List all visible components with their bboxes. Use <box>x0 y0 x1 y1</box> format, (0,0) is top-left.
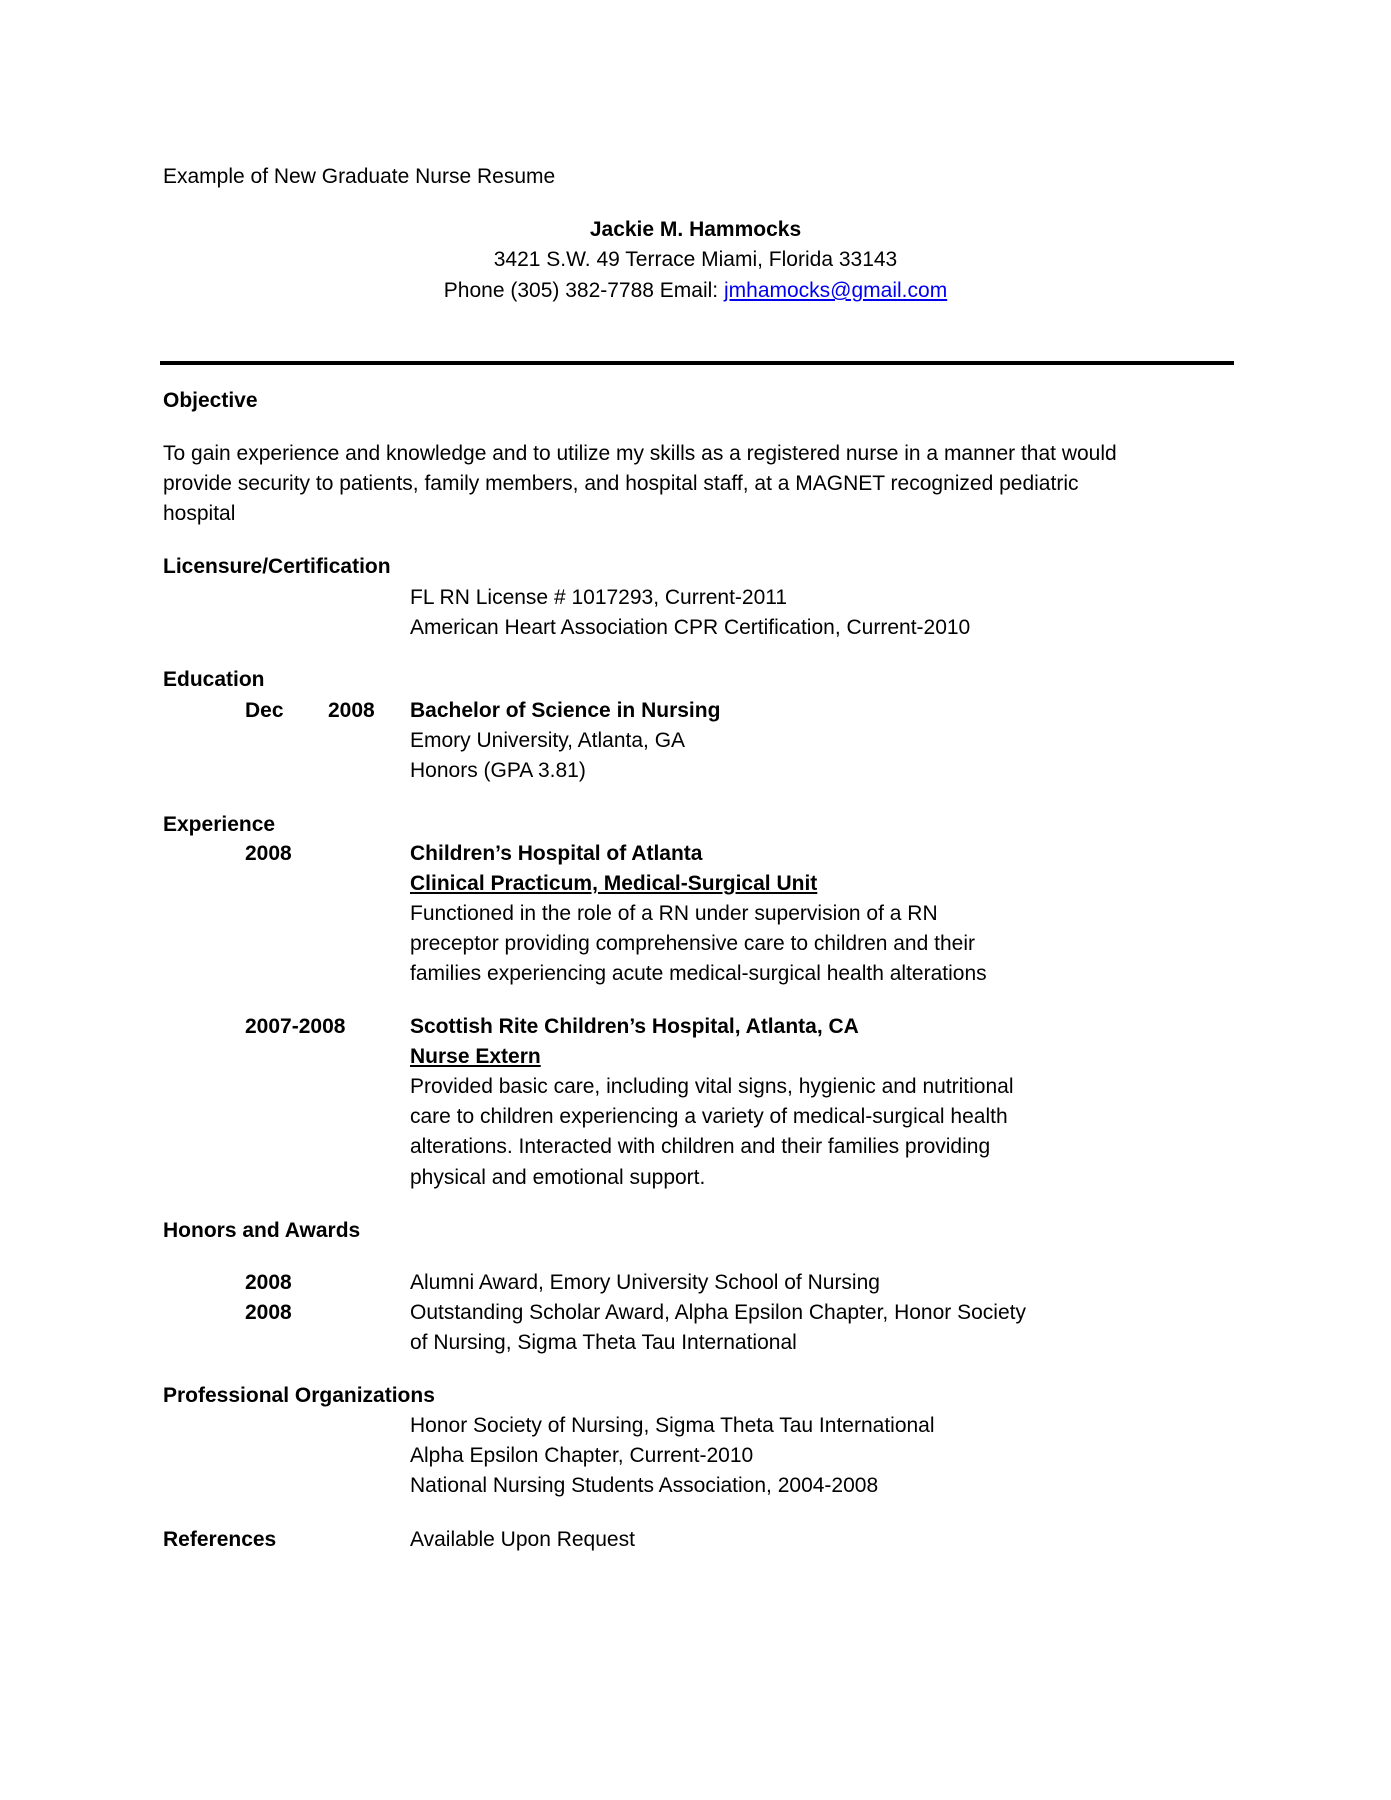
job-desc-line: preceptor providing comprehensive care to children and their <box>410 932 975 955</box>
organization-item: Honor Society of Nursing, Sigma Theta Tau International <box>410 1414 935 1437</box>
organization-item: National Nursing Students Association, 2004-2008 <box>410 1474 879 1497</box>
email-link[interactable]: jmhamocks@gmail.com <box>723 279 948 302</box>
award-year: 2008 <box>245 1301 292 1324</box>
education-month: Dec <box>245 699 284 722</box>
contact-line <box>0 276 1391 306</box>
objective-heading: Objective <box>163 389 258 412</box>
job-dates: 2008 <box>245 842 292 865</box>
candidate-name: Jackie M. Hammocks <box>589 218 802 241</box>
job-employer: Scottish Rite Children’s Hospital, Atlanta, CA <box>410 1015 859 1038</box>
licensure-heading: Licensure/Certification <box>163 555 391 578</box>
references-value: Available Upon Request <box>410 1528 635 1551</box>
award-line: Alumni Award, Emory University School of Nursing <box>410 1271 880 1294</box>
references-heading: References <box>163 1528 277 1551</box>
job-desc-line: Provided basic care, including vital signs, hygienic and nutritional <box>410 1075 1014 1098</box>
objective-line: hospital <box>163 502 236 525</box>
education-school: Emory University, Atlanta, GA <box>410 729 686 752</box>
address: 3421 S.W. 49 Terrace Miami, Florida 33143 <box>493 248 898 271</box>
organizations-heading: Professional Organizations <box>163 1384 435 1407</box>
phone: Phone (305) 382-7788 Email: <box>443 279 724 302</box>
experience-heading: Experience <box>163 813 276 836</box>
job-desc-line: Functioned in the role of a RN under supervision of a RN <box>410 902 938 925</box>
honors-heading: Honors and Awards <box>163 1219 361 1242</box>
education-year: 2008 <box>328 699 375 722</box>
license-item: American Heart Association CPR Certification, Current-2010 <box>410 616 971 639</box>
education-heading: Education <box>163 668 265 691</box>
job-desc-line: alterations. Interacted with children and their families providing <box>410 1135 991 1158</box>
objective-line: To gain experience and knowledge and to utilize my skills as a registered nurse in a manner that would <box>163 442 1117 465</box>
award-line: Outstanding Scholar Award, Alpha Epsilon Chapter, Honor Society <box>410 1301 1026 1324</box>
objective-line: provide security to patients, family members, and hospital staff, at a MAGNET recognized pediatric <box>163 472 1079 495</box>
job-employer: Children’s Hospital of Atlanta <box>410 842 703 865</box>
document-title: Example of New Graduate Nurse Resume <box>163 165 556 188</box>
header-divider <box>160 361 1234 365</box>
job-role: Nurse Extern <box>410 1045 541 1068</box>
award-line: of Nursing, Sigma Theta Tau International <box>410 1331 797 1354</box>
organization-item: Alpha Epsilon Chapter, Current-2010 <box>410 1444 754 1467</box>
license-item: FL RN License # 1017293, Current-2011 <box>410 586 788 609</box>
job-desc-line: physical and emotional support. <box>410 1166 706 1189</box>
job-role: Clinical Practicum, Medical-Surgical Unit <box>410 872 818 895</box>
job-desc-line: care to children experiencing a variety of medical-surgical health <box>410 1105 1008 1128</box>
education-honors: Honors (GPA 3.81) <box>410 759 586 782</box>
job-dates: 2007-2008 <box>245 1015 346 1038</box>
job-desc-line: families experiencing acute medical-surgical health alterations <box>410 962 987 985</box>
award-year: 2008 <box>245 1271 292 1294</box>
education-degree: Bachelor of Science in Nursing <box>410 699 721 722</box>
